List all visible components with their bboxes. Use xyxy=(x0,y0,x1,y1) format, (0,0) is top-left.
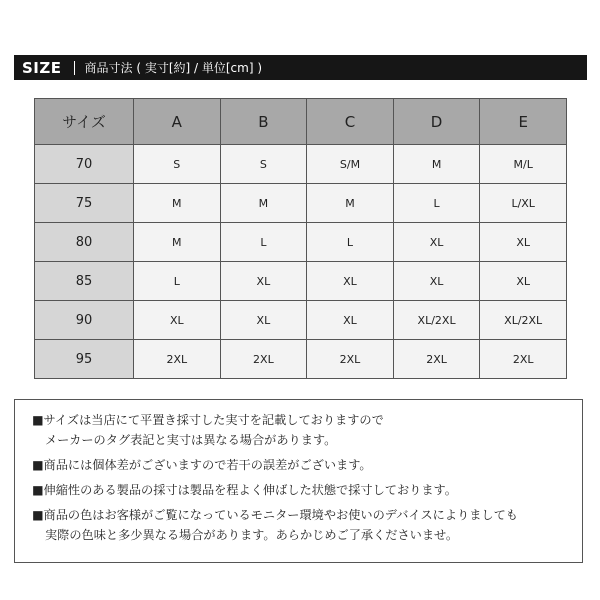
row-size-label: 80 xyxy=(35,223,134,262)
table-cell: XL xyxy=(220,262,307,301)
table-cell: 2XL xyxy=(393,340,480,379)
table-cell: L xyxy=(220,223,307,262)
row-size-label: 85 xyxy=(35,262,134,301)
table-cell: L xyxy=(393,184,480,223)
table-cell: 2XL xyxy=(307,340,394,379)
header-divider xyxy=(74,61,75,75)
table-cell: S xyxy=(220,145,307,184)
table-cell: XL xyxy=(393,262,480,301)
column-header: A xyxy=(134,99,221,145)
column-header: C xyxy=(307,99,394,145)
row-size-label: 70 xyxy=(35,145,134,184)
column-header: E xyxy=(480,99,567,145)
table-cell: M xyxy=(134,184,221,223)
note-item xyxy=(32,480,582,500)
table-cell: S/M xyxy=(307,145,394,184)
table-cell: XL xyxy=(134,301,221,340)
table-cell: M xyxy=(307,184,394,223)
table-cell: L xyxy=(134,262,221,301)
table-cell: M xyxy=(220,184,307,223)
table-cell: 2XL xyxy=(480,340,567,379)
table-row xyxy=(35,340,567,379)
note-text: メーカーのタグ表記と実寸は異なる場合があります。 xyxy=(45,433,337,447)
row-size-label: 75 xyxy=(35,184,134,223)
table-cell: 2XL xyxy=(220,340,307,379)
table-body xyxy=(35,145,567,379)
section-subtitle: 商品寸法 ( 実寸[約] / 単位[cm] ) xyxy=(84,61,263,75)
table-corner-header: サイズ xyxy=(35,99,134,145)
note-text: ■サイズは当店にて平置き採寸した実寸を記載しておりますので xyxy=(32,413,384,427)
table-cell: XL xyxy=(307,301,394,340)
row-size-label: 95 xyxy=(35,340,134,379)
table-row xyxy=(35,145,567,184)
table-cell: 2XL xyxy=(134,340,221,379)
notes-box xyxy=(14,399,583,563)
note-item xyxy=(32,505,582,545)
table-row xyxy=(35,262,567,301)
note-text: ■商品には個体差がございますので若干の誤差がございます。 xyxy=(32,458,372,472)
note-text: 実際の色味と多少異なる場合があります。あらかじめご了承くださいませ。 xyxy=(45,528,459,542)
table-cell: XL xyxy=(480,262,567,301)
table-cell: XL xyxy=(393,223,480,262)
table-cell: M/L xyxy=(480,145,567,184)
row-size-label: 90 xyxy=(35,301,134,340)
column-header: D xyxy=(393,99,480,145)
section-header xyxy=(14,55,587,80)
table-row xyxy=(35,301,567,340)
note-text: ■伸縮性のある製品の採寸は製品を程よく伸ばした状態で採寸しております。 xyxy=(32,483,457,497)
table-cell: XL/2XL xyxy=(480,301,567,340)
table-header-row xyxy=(35,99,567,145)
section-title: SIZE xyxy=(22,58,62,77)
table-cell: XL/2XL xyxy=(393,301,480,340)
note-item xyxy=(32,410,582,450)
table-cell: M xyxy=(393,145,480,184)
table-row xyxy=(35,223,567,262)
table-cell: S xyxy=(134,145,221,184)
table-cell: L/XL xyxy=(480,184,567,223)
table-cell: XL xyxy=(307,262,394,301)
size-table xyxy=(34,98,567,379)
table-cell: XL xyxy=(220,301,307,340)
column-header: B xyxy=(220,99,307,145)
note-text: ■商品の色はお客様がご覧になっているモニター環境やお使いのデバイスによりましても xyxy=(32,508,518,522)
table-cell: M xyxy=(134,223,221,262)
note-item xyxy=(32,455,582,475)
table-row xyxy=(35,184,567,223)
table-cell: L xyxy=(307,223,394,262)
table-cell: XL xyxy=(480,223,567,262)
